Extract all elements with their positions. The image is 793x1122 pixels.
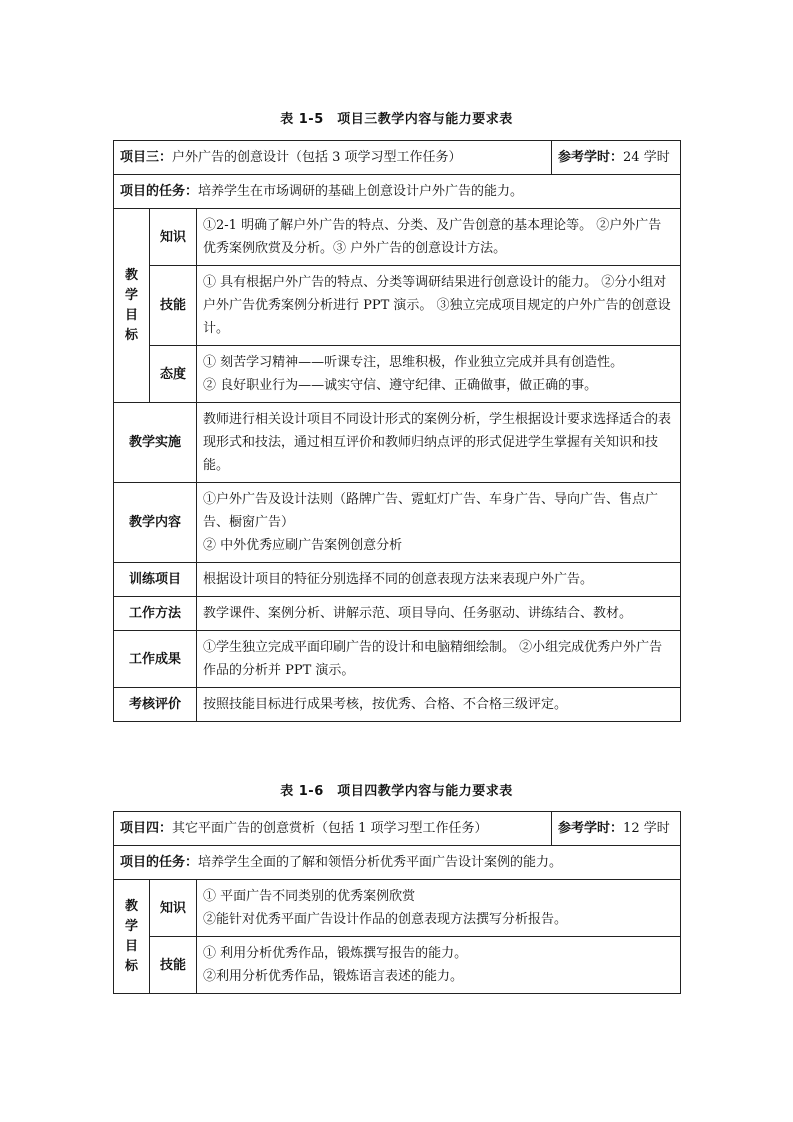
task-value: 培养学生在市场调研的基础上创意设计户外广告的能力。 [198, 184, 524, 199]
content-line: ①户外广告及设计法则（路牌广告、霓虹灯广告、车身广告、导向广告、售点广告、橱窗广告） [203, 492, 659, 530]
table1 [113, 140, 681, 722]
table1-knowledge-row [114, 209, 681, 266]
impl-label: 教学实施 [114, 403, 197, 483]
attitude-line: ② 良好职业行为——诚实守信、遵守纪律、正确做事，做正确的事。 [203, 378, 598, 393]
table1-training-row [114, 563, 681, 597]
attitude-line: ① 刻苦学习精神——听课专注，思维积极，作业独立完成并具有创造性。 [203, 355, 624, 370]
hours-label: 参考学时： [558, 150, 624, 165]
task-label: 项目的任务： [120, 184, 199, 199]
knowledge-label: 知识 [150, 880, 197, 937]
result-value: ①学生独立完成平面印刷广告的设计和电脑精细绘制。 ②小组完成优秀户外广告作品的分析并 PPT 演示。 [197, 631, 681, 688]
table2-project-row [114, 812, 681, 846]
table1-skill-row [114, 266, 681, 346]
knowledge-value: ①2-1 明确了解户外广告的特点、分类、及广告创意的基本理论等。 ②户外广告优秀案例欣赏及分析。③ 户外广告的创意设计方法。 [197, 209, 681, 266]
skill-label: 技能 [150, 266, 197, 346]
project-label: 项目三： [120, 150, 173, 165]
skill-line: ① 利用分析优秀作品，锻炼撰写报告的能力。 [203, 946, 468, 961]
skill-value: ① 具有根据户外广告的特点、分类等调研结果进行创意设计的能力。 ②分小组对户外广告优秀案例分析进行 PPT 演示。 ③独立完成项目规定的户外广告的创意设计。 [197, 266, 681, 346]
content-line: ② 中外优秀应刷广告案例创意分析 [203, 538, 403, 553]
content-label: 教学内容 [114, 483, 197, 563]
result-label: 工作成果 [114, 631, 197, 688]
skill-label: 技能 [150, 937, 197, 994]
table1-result-row [114, 631, 681, 688]
table2-skill-row [114, 937, 681, 994]
hours-value: 12 学时 [623, 821, 670, 836]
skill-line: ②利用分析优秀作品，锻炼语言表述的能力。 [203, 969, 464, 984]
table1-method-row [114, 597, 681, 631]
impl-value: 教师进行相关设计项目不同设计形式的案例分析，学生根据设计要求选择适合的表现形式和技法，通过相互评价和教师归纳点评的形式促进学生掌握有关知识和技能。 [197, 403, 681, 483]
attitude-label: 态度 [150, 346, 197, 403]
project-value: 户外广告的创意设计（包括 3 项学习型工作任务） [172, 150, 462, 165]
table2 [113, 811, 681, 994]
table1-eval-row [114, 688, 681, 722]
table1-caption: 表 1-5 项目三教学内容与能力要求表 [280, 112, 513, 127]
eval-value: 按照技能目标进行成果考核，按优秀、合格、不合格三级评定。 [197, 688, 681, 722]
knowledge-line: ① 平面广告不同类别的优秀案例欣赏 [203, 889, 416, 904]
project-value: 其它平面广告的创意赏析（包括 1 项学习型工作任务） [172, 821, 488, 836]
table1-project-row [114, 141, 681, 175]
table1-content-row [114, 483, 681, 563]
hours-label: 参考学时： [558, 821, 624, 836]
goal-label: 教 学 目 标 [114, 209, 150, 403]
table1-attitude-row [114, 346, 681, 403]
knowledge-label: 知识 [150, 209, 197, 266]
knowledge-line: ②能针对优秀平面广告设计作品的创意表现方法撰写分析报告。 [203, 912, 568, 927]
method-value: 教学课件、案例分析、讲解示范、项目导向、任务驱动、讲练结合、教材。 [197, 597, 681, 631]
table1-impl-row [114, 403, 681, 483]
table2-task-row [114, 846, 681, 880]
task-value: 培养学生全面的了解和领悟分析优秀平面广告设计案例的能力。 [198, 855, 563, 870]
training-value: 根据设计项目的特征分别选择不同的创意表现方法来表现户外广告。 [197, 563, 681, 597]
table1-task-row [114, 175, 681, 209]
project-label: 项目四： [120, 821, 173, 836]
goal-label: 教 学 目 标 [114, 880, 150, 994]
table2-knowledge-row [114, 880, 681, 937]
task-label: 项目的任务： [120, 855, 199, 870]
training-label: 训练项目 [114, 563, 197, 597]
hours-value: 24 学时 [623, 150, 670, 165]
eval-label: 考核评价 [114, 688, 197, 722]
method-label: 工作方法 [114, 597, 197, 631]
table2-caption: 表 1-6 项目四教学内容与能力要求表 [280, 784, 513, 799]
